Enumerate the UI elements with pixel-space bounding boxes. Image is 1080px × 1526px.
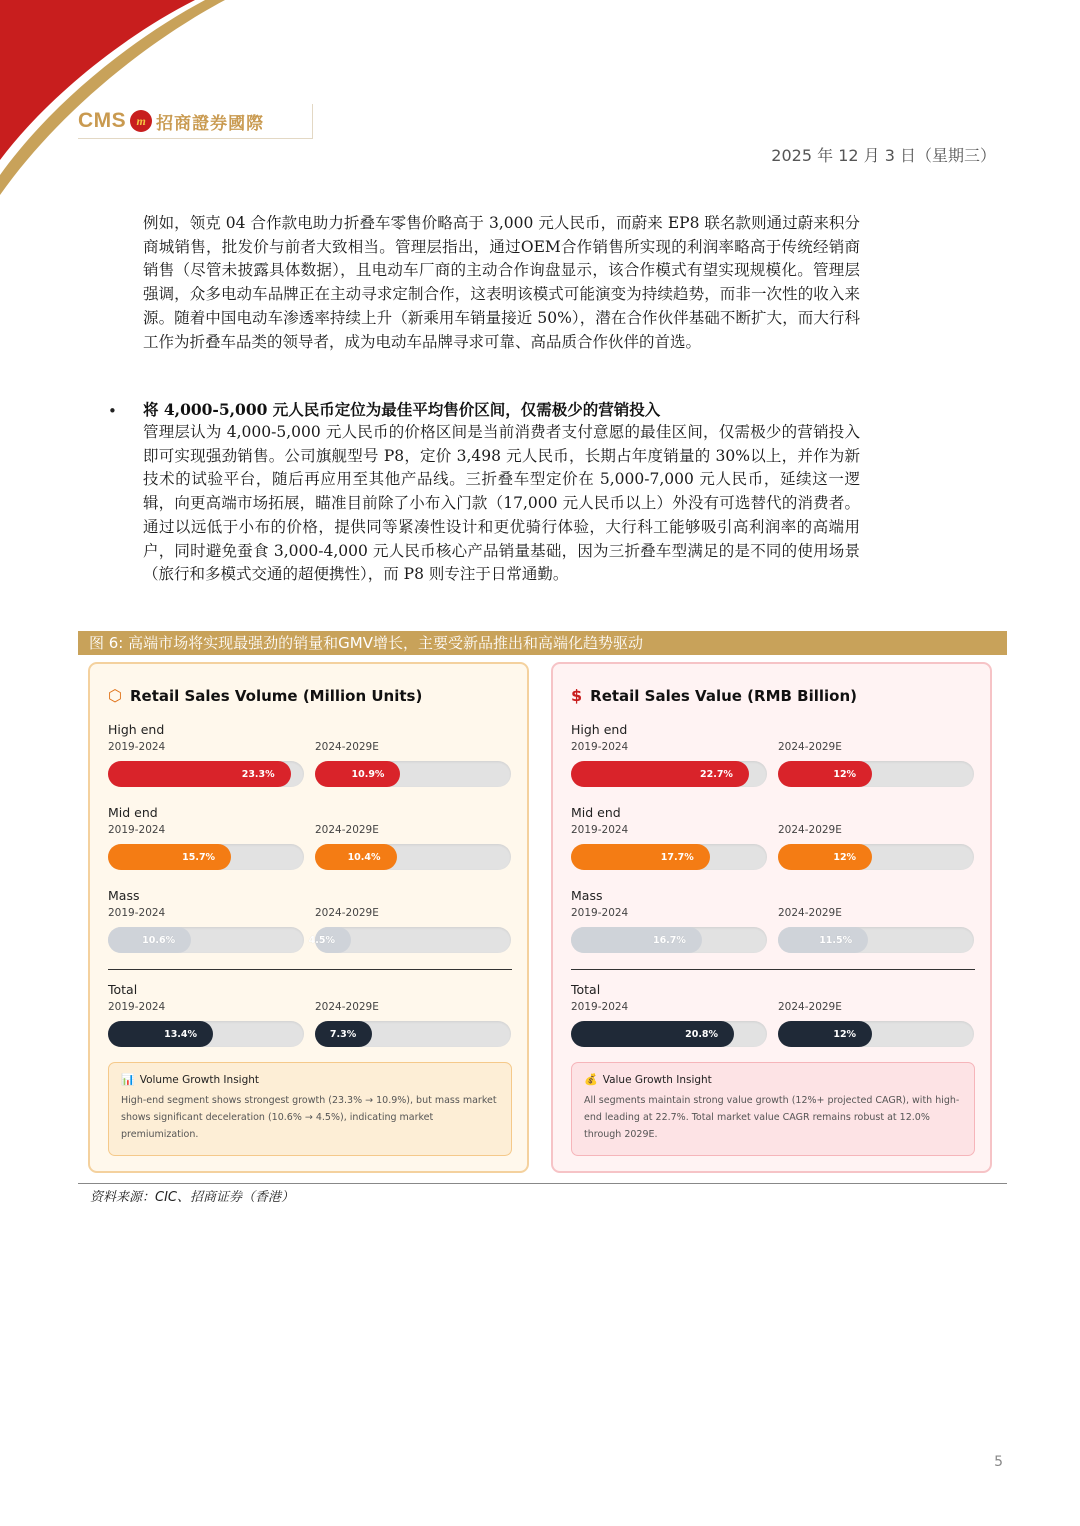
volume-mid-end-bar-2019-2024-track <box>108 844 304 870</box>
volume-mass-bar-2024-2029e-fill <box>308 927 351 953</box>
value-title-text: Retail Sales Value (RMB Billion) <box>590 686 858 705</box>
logo-mark-icon: m <box>130 110 152 132</box>
volume-mass-period-1: 2019-2024 <box>108 907 166 919</box>
volume-mass-period-2: 2024-2029E <box>315 907 379 919</box>
value-mid-end-bar-2024-2029e-value: 12% <box>833 851 857 863</box>
value-insight-box <box>571 1062 975 1156</box>
value-high-end-bar-2024-2029e-value: 12% <box>833 768 857 780</box>
volume-high-end-label: High end <box>108 722 165 737</box>
volume-panel <box>88 662 529 1173</box>
value-total-divider <box>571 969 975 970</box>
volume-total-divider <box>108 969 512 970</box>
value-mid-end-label: Mid end <box>571 805 621 820</box>
value-mid-end-bar-2019-2024-value: 17.7% <box>660 851 694 863</box>
value-mass-period-2: 2024-2029E <box>778 907 842 919</box>
value-mass-bar-2019-2024-value: 16.7% <box>652 934 686 946</box>
value-total-label: Total <box>571 982 601 997</box>
value-insight-title <box>584 1073 962 1086</box>
volume-total-bar-2024-2029e-track <box>315 1021 511 1047</box>
volume-high-end-bar-2024-2029e-fill <box>315 761 400 787</box>
value-mid-end-bar-2024-2029e-track <box>778 844 974 870</box>
value-mid-end-bar-2019-2024-track <box>571 844 767 870</box>
volume-insight-heading: Volume Growth Insight <box>139 1073 260 1086</box>
volume-insight-box <box>108 1062 512 1156</box>
money-bag-icon: 💰 <box>584 1073 598 1086</box>
value-mid-end-bar-2024-2029e-fill <box>778 844 872 870</box>
volume-mid-end-bar-2019-2024-value: 15.7% <box>182 851 216 863</box>
value-mass-bar-2019-2024-fill <box>571 927 702 953</box>
value-mass-bar-2024-2029e-track <box>778 927 974 953</box>
value-total-bar-2024-2029e-track <box>778 1021 974 1047</box>
volume-mid-end-label: Mid end <box>108 805 158 820</box>
volume-total-bar-2019-2024-fill <box>108 1021 213 1047</box>
cube-icon: ⬡ <box>108 686 122 705</box>
value-mass-bar-2024-2029e-value: 11.5% <box>819 934 853 946</box>
volume-high-end-bar-2019-2024-value: 23.3% <box>241 768 275 780</box>
value-total-period-2: 2024-2029E <box>778 1001 842 1013</box>
report-date: 2025 年 12 月 3 日（星期三） <box>771 146 996 165</box>
volume-mid-end-period-1: 2019-2024 <box>108 824 166 836</box>
value-mass-period-1: 2019-2024 <box>571 907 629 919</box>
volume-mid-end-period-2: 2024-2029E <box>315 824 379 836</box>
volume-high-end-bar-2019-2024-fill <box>108 761 291 787</box>
volume-mass-bar-2019-2024-value: 10.6% <box>142 934 176 946</box>
volume-mid-end-bar-2024-2029e-value: 10.4% <box>347 851 381 863</box>
value-high-end-bar-2019-2024-track <box>571 761 767 787</box>
source-divider <box>78 1183 1007 1184</box>
volume-high-end-period-2: 2024-2029E <box>315 741 379 753</box>
value-mid-end-period-2: 2024-2029E <box>778 824 842 836</box>
company-logo <box>78 104 313 139</box>
value-panel <box>551 662 992 1173</box>
value-high-end-bar-2019-2024-value: 22.7% <box>699 768 733 780</box>
logo-cms-text: CMS <box>78 109 127 132</box>
volume-insight-text: High-end segment shows strongest growth (23.3% → 10.9%), but mass market shows significant deceleration (10.6% → 4.5%), indicating market premiumization. <box>121 1095 497 1140</box>
volume-high-end-bar-2024-2029e-value: 10.9% <box>351 768 385 780</box>
value-total-bar-2019-2024-value: 20.8% <box>685 1028 719 1040</box>
volume-high-end-period-1: 2019-2024 <box>108 741 166 753</box>
value-total-bar-2024-2029e-fill <box>778 1021 872 1047</box>
value-high-end-bar-2024-2029e-fill <box>778 761 872 787</box>
value-total-bar-2024-2029e-value: 12% <box>833 1028 857 1040</box>
value-mass-label: Mass <box>571 888 603 903</box>
figure-source: 资料来源：CIC、招商证券（香港） <box>90 1190 294 1205</box>
value-mid-end-bar-2019-2024-fill <box>571 844 710 870</box>
bullet-icon: • <box>108 402 117 420</box>
value-high-end-bar-2019-2024-fill <box>571 761 749 787</box>
volume-insight-title <box>121 1073 499 1086</box>
volume-mass-label: Mass <box>108 888 140 903</box>
value-total-period-1: 2019-2024 <box>571 1001 629 1013</box>
volume-total-period-1: 2019-2024 <box>108 1001 166 1013</box>
volume-high-end-bar-2019-2024-track <box>108 761 304 787</box>
volume-mass-bar-2019-2024-fill <box>108 927 191 953</box>
value-high-end-bar-2024-2029e-track <box>778 761 974 787</box>
value-insight-heading: Value Growth Insight <box>602 1073 712 1086</box>
volume-mid-end-bar-2024-2029e-fill <box>315 844 397 870</box>
bar-chart-icon: 📊 <box>121 1073 135 1086</box>
volume-total-bar-2024-2029e-fill <box>315 1021 372 1047</box>
volume-total-bar-2024-2029e-value: 7.3% <box>329 1028 357 1040</box>
value-total-bar-2019-2024-fill <box>571 1021 734 1047</box>
volume-total-period-2: 2024-2029E <box>315 1001 379 1013</box>
logo-chinese-text: 招商證券國際 <box>156 113 265 134</box>
value-high-end-label: High end <box>571 722 628 737</box>
value-mass-bar-2024-2029e-fill <box>778 927 868 953</box>
figure-caption: 图 6: 高端市场将实现最强劲的销量和GMV增长，主要受新品推出和高端化趋势驱动 <box>78 631 1007 655</box>
dollar-icon: $ <box>571 686 583 705</box>
volume-panel-title <box>108 686 422 705</box>
volume-high-end-bar-2024-2029e-track <box>315 761 511 787</box>
value-mass-bar-2019-2024-track <box>571 927 767 953</box>
value-panel-title <box>571 686 857 705</box>
volume-mid-end-bar-2019-2024-fill <box>108 844 231 870</box>
volume-total-bar-2019-2024-value: 13.4% <box>164 1028 198 1040</box>
value-insight-text: All segments maintain strong value growth (12%+ projected CAGR), with high-end leading at 22.7%. Total market value CAGR remains robust at 12.0% through 2029E. <box>584 1095 960 1140</box>
header-corner-decoration <box>0 0 240 200</box>
value-total-bar-2019-2024-track <box>571 1021 767 1047</box>
body-paragraph-1: 例如，领克 04 合作款电助力折叠车零售价略高于 3,000 元人民币，而蔚来 EP8 联名款则通过蔚来积分商城销售，批发价与前者大致相当。管理层指出，通过OEM合作销售所实现的利润率略高于传统经销商销售（尽管未披露具体数据），且电动车厂商的主动合作询盘显示，该合作模式有望实现规模化。管理层强调，众多电动车品牌正在主动寻求定制合作，这表明该模式可能演变为持续趋势，而非一次性的收入来源。随着中国电动车渗透率持续上升（新乘用车销量接近 50%），潜在合作伙伴基础不断扩大，而大行科工作为折叠车品类的领导者，成为电动车品牌寻求可靠、高品质合作伙伴的首选。 <box>143 214 860 351</box>
page-number: 5 <box>994 1454 1003 1470</box>
volume-mass-bar-2019-2024-track <box>108 927 304 953</box>
body-paragraph-2: 管理层认为 4,000-5,000 元人民币的价格区间是当前消费者支付意愿的最佳区间，仅需极少的营销投入即可实现强劲销售。公司旗舰型号 P8，定价 3,498 元人民币，长期占年度销量的 30%以上，并作为新技术的试验平台，随后再应用至其他产品线。三折叠车型定价在 5,000-7,000 元人民币，延续这一逻辑，向更高端市场拓展，瞄准目前除了小布入门款（17,000 元人民币以上）外没有可选替代的消费者。通过以远低于小布的价格，提供同等紧凑性设计和更优骑行体验，大行科工能够吸引高利润率的高端用户，同时避免蚕食 3,000-4,000 元人民币核心产品销量基础，因为三折叠车型满足的是不同的使用场景（旅行和多模式交通的超便携性），而 P8 则专注于日常通勤。 <box>143 423 860 584</box>
bullet-heading: 将 4,000-5,000 元人民币定位为最佳平均售价区间，仅需极少的营销投入 <box>143 400 661 419</box>
volume-mass-bar-2024-2029e-value: 4.5% <box>308 934 335 946</box>
value-high-end-period-1: 2019-2024 <box>571 741 629 753</box>
value-high-end-period-2: 2024-2029E <box>778 741 842 753</box>
volume-total-bar-2019-2024-track <box>108 1021 304 1047</box>
volume-mass-bar-2024-2029e-track <box>308 927 511 953</box>
volume-title-text: Retail Sales Volume (Million Units) <box>129 686 423 705</box>
value-mid-end-period-1: 2019-2024 <box>571 824 629 836</box>
volume-mid-end-bar-2024-2029e-track <box>315 844 511 870</box>
volume-total-label: Total <box>108 982 138 997</box>
